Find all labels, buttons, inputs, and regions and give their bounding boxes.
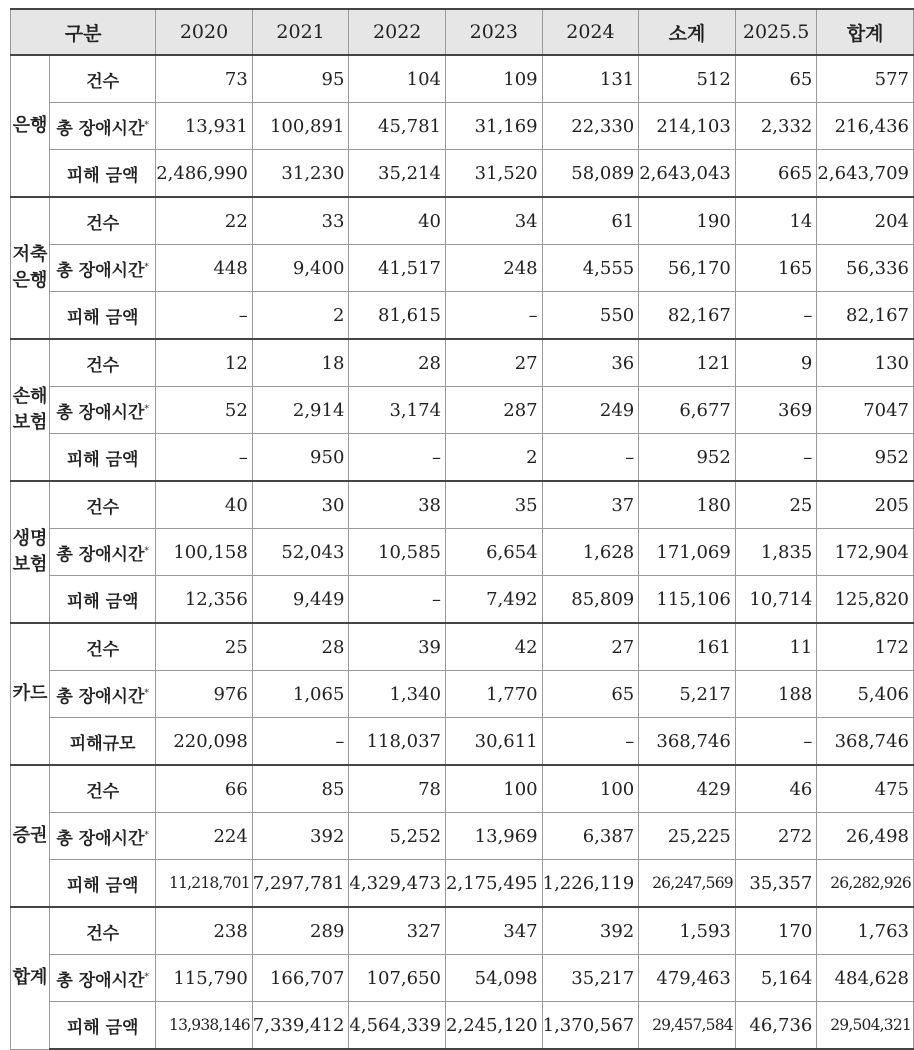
table-cell: 31,169 xyxy=(446,103,543,150)
table-body xyxy=(11,55,914,1049)
table-cell: 4,564,339 xyxy=(349,1002,446,1050)
table-cell: 11,218,701 xyxy=(156,860,253,908)
footnote-mark: * xyxy=(144,119,149,130)
it-outage-table xyxy=(10,8,914,1050)
table-cell: 171,069 xyxy=(639,529,736,576)
table-cell: 165 xyxy=(735,245,817,292)
table-cell: 4,555 xyxy=(542,245,639,292)
table-cell: 5,406 xyxy=(817,671,914,718)
table-cell: 100 xyxy=(446,765,543,813)
table-cell: 216,436 xyxy=(817,103,914,150)
metric-label xyxy=(50,387,156,434)
group-label: 손해 보험 xyxy=(11,339,50,481)
table-cell: 35,357 xyxy=(735,860,817,908)
table-cell: 6,654 xyxy=(446,529,543,576)
table-cell: – xyxy=(156,434,253,482)
table-cell: 29,504,321 xyxy=(817,1002,914,1050)
table-cell: 952 xyxy=(817,434,914,482)
table-cell: 2 xyxy=(252,292,349,340)
table-cell: 1,593 xyxy=(639,907,736,955)
table-cell: 180 xyxy=(639,481,736,529)
table-cell: 1,340 xyxy=(349,671,446,718)
table-row xyxy=(11,765,914,813)
table-cell: – xyxy=(735,718,817,766)
table-cell: 25,225 xyxy=(639,813,736,860)
table-cell: 204 xyxy=(817,197,914,245)
table-cell: 161 xyxy=(639,623,736,671)
table-cell: 41,517 xyxy=(349,245,446,292)
table-cell: 7047 xyxy=(817,387,914,434)
metric-label xyxy=(50,576,156,624)
metric-label xyxy=(50,150,156,198)
table-cell: 172,904 xyxy=(817,529,914,576)
table-cell: 665 xyxy=(735,150,817,198)
table-cell: 118,037 xyxy=(349,718,446,766)
table-cell: 30 xyxy=(252,481,349,529)
table-cell: 6,387 xyxy=(542,813,639,860)
table-cell: 2,245,120 xyxy=(446,1002,543,1050)
metric-label-text: 총 장애시간 xyxy=(56,402,145,423)
table-cell: 26,498 xyxy=(817,813,914,860)
table-row xyxy=(11,576,914,624)
footnote-mark: * xyxy=(144,545,149,556)
table-cell: – xyxy=(156,292,253,340)
footnote-mark: * xyxy=(144,261,149,272)
table-cell: 30,611 xyxy=(446,718,543,766)
table-cell: 1,628 xyxy=(542,529,639,576)
table-cell: 35,214 xyxy=(349,150,446,198)
table-row xyxy=(11,434,914,482)
table-cell: 577 xyxy=(817,55,914,103)
metric-label xyxy=(50,245,156,292)
metric-label-text: 피해 금액 xyxy=(66,875,139,896)
table-row xyxy=(11,481,914,529)
table-cell: 1,370,567 xyxy=(542,1002,639,1050)
table-cell: 2,175,495 xyxy=(446,860,543,908)
table-row xyxy=(11,529,914,576)
table-cell: – xyxy=(542,718,639,766)
metric-label xyxy=(50,292,156,340)
table-cell: 6,677 xyxy=(639,387,736,434)
table-row xyxy=(11,860,914,908)
table-cell: 327 xyxy=(349,907,446,955)
table-cell: 224 xyxy=(156,813,253,860)
metric-label-text: 피해규모 xyxy=(69,733,136,754)
table-cell: 109 xyxy=(446,55,543,103)
table-cell: 188 xyxy=(735,671,817,718)
table-row xyxy=(11,907,914,955)
header-col: 2024 xyxy=(542,9,639,55)
table-cell: 2,332 xyxy=(735,103,817,150)
table-cell: 52,043 xyxy=(252,529,349,576)
metric-label-text: 총 장애시간 xyxy=(56,828,145,849)
metric-label-text: 총 장애시간 xyxy=(56,686,145,707)
table-cell: 429 xyxy=(639,765,736,813)
metric-label-text: 피해 금액 xyxy=(66,449,139,470)
table-cell: 2,643,043 xyxy=(639,150,736,198)
table-cell: 46 xyxy=(735,765,817,813)
table-cell: 73 xyxy=(156,55,253,103)
table-cell: 1,763 xyxy=(817,907,914,955)
table-cell: 38 xyxy=(349,481,446,529)
header-col-subtotal: 소계 xyxy=(639,9,736,55)
table-cell: 166,707 xyxy=(252,955,349,1002)
table-cell: 950 xyxy=(252,434,349,482)
group-label: 합계 xyxy=(11,907,50,1049)
table-cell: – xyxy=(735,292,817,340)
table-cell: 550 xyxy=(542,292,639,340)
table-cell: 13,938,146 xyxy=(156,1002,253,1050)
table-cell: 115,106 xyxy=(639,576,736,624)
table-cell: 31,520 xyxy=(446,150,543,198)
table-cell: 46,736 xyxy=(735,1002,817,1050)
table-cell: 115,790 xyxy=(156,955,253,1002)
table-cell: 121 xyxy=(639,339,736,387)
table-cell: 11 xyxy=(735,623,817,671)
metric-label-text: 건수 xyxy=(86,71,120,92)
footnote-mark: * xyxy=(144,971,149,982)
table-cell: 12 xyxy=(156,339,253,387)
table-cell: 205 xyxy=(817,481,914,529)
metric-label-text: 피해 금액 xyxy=(66,591,139,612)
table-cell: 220,098 xyxy=(156,718,253,766)
table-row xyxy=(11,955,914,1002)
table-cell: 1,226,119 xyxy=(542,860,639,908)
table-cell: 272 xyxy=(735,813,817,860)
table-cell: 125,820 xyxy=(817,576,914,624)
metric-label-text: 건수 xyxy=(86,355,120,376)
table-cell: 22 xyxy=(156,197,253,245)
table-row xyxy=(11,671,914,718)
table-cell: 66 xyxy=(156,765,253,813)
table-cell: 100,158 xyxy=(156,529,253,576)
table-cell: 95 xyxy=(252,55,349,103)
table-row xyxy=(11,197,914,245)
table-cell: 1,770 xyxy=(446,671,543,718)
header-row xyxy=(11,9,914,55)
table-cell: 40 xyxy=(156,481,253,529)
table-cell: 13,969 xyxy=(446,813,543,860)
table-cell: 172 xyxy=(817,623,914,671)
metric-label-text: 건수 xyxy=(86,639,120,660)
table-cell: – xyxy=(542,434,639,482)
table-cell: 13,931 xyxy=(156,103,253,150)
table-row xyxy=(11,718,914,766)
table-cell: 392 xyxy=(542,907,639,955)
table-cell: 287 xyxy=(446,387,543,434)
metric-label-text: 총 장애시간 xyxy=(56,970,145,991)
table-cell: 475 xyxy=(817,765,914,813)
metric-label-text: 건수 xyxy=(86,781,120,802)
metric-label xyxy=(50,1002,156,1050)
table-cell: 35,217 xyxy=(542,955,639,1002)
table-cell: 40 xyxy=(349,197,446,245)
header-col: 2022 xyxy=(349,9,446,55)
table-cell: 368,746 xyxy=(639,718,736,766)
table-cell: 2,643,709 xyxy=(817,150,914,198)
table-cell: 289 xyxy=(252,907,349,955)
metric-label xyxy=(50,481,156,529)
table-row xyxy=(11,150,914,198)
table-cell: 976 xyxy=(156,671,253,718)
metric-label-text: 총 장애시간 xyxy=(56,544,145,565)
table-cell: 26,247,569 xyxy=(639,860,736,908)
table-cell: 81,615 xyxy=(349,292,446,340)
table-cell: 2,486,990 xyxy=(156,150,253,198)
table-cell: 347 xyxy=(446,907,543,955)
metric-label-text: 피해 금액 xyxy=(66,1017,139,1038)
table-cell: 5,164 xyxy=(735,955,817,1002)
table-cell: 249 xyxy=(542,387,639,434)
table-cell: 22,330 xyxy=(542,103,639,150)
table-cell: 2 xyxy=(446,434,543,482)
table-cell: 27 xyxy=(446,339,543,387)
metric-label-text: 건수 xyxy=(86,923,120,944)
table-cell: 78 xyxy=(349,765,446,813)
metric-label xyxy=(50,339,156,387)
metric-label xyxy=(50,765,156,813)
metric-label xyxy=(50,529,156,576)
table-cell: 45,781 xyxy=(349,103,446,150)
table-cell: 131 xyxy=(542,55,639,103)
header-col-total: 합계 xyxy=(817,9,914,55)
metric-label-text: 피해 금액 xyxy=(66,307,139,328)
table-cell: 12,356 xyxy=(156,576,253,624)
table-cell: 7,339,412 xyxy=(252,1002,349,1050)
table-cell: 238 xyxy=(156,907,253,955)
table-cell: 104 xyxy=(349,55,446,103)
table-row xyxy=(11,245,914,292)
table-cell: 58,089 xyxy=(542,150,639,198)
table-cell: 82,167 xyxy=(817,292,914,340)
group-label: 생명 보험 xyxy=(11,481,50,623)
metric-label xyxy=(50,55,156,103)
table-cell: 65 xyxy=(542,671,639,718)
table-cell: – xyxy=(252,718,349,766)
table-cell: 35 xyxy=(446,481,543,529)
table-cell: 26,282,926 xyxy=(817,860,914,908)
table-cell: 27 xyxy=(542,623,639,671)
table-cell: 5,252 xyxy=(349,813,446,860)
table-cell: 25 xyxy=(735,481,817,529)
table-cell: 56,170 xyxy=(639,245,736,292)
table-cell: 2,914 xyxy=(252,387,349,434)
metric-label xyxy=(50,623,156,671)
table-row xyxy=(11,387,914,434)
table-cell: 33 xyxy=(252,197,349,245)
table-cell: 190 xyxy=(639,197,736,245)
table-cell: 52 xyxy=(156,387,253,434)
table-cell: 7,297,781 xyxy=(252,860,349,908)
table-cell: 39 xyxy=(349,623,446,671)
header-col: 2021 xyxy=(252,9,349,55)
table-cell: 9 xyxy=(735,339,817,387)
group-label: 은행 xyxy=(11,55,50,197)
metric-label xyxy=(50,955,156,1002)
group-label: 카드 xyxy=(11,623,50,765)
metric-label xyxy=(50,434,156,482)
table-cell: 512 xyxy=(639,55,736,103)
table-cell: 29,457,584 xyxy=(639,1002,736,1050)
table-cell: 248 xyxy=(446,245,543,292)
table-cell: – xyxy=(446,292,543,340)
table-cell: 100 xyxy=(542,765,639,813)
metric-label xyxy=(50,813,156,860)
table-cell: 34 xyxy=(446,197,543,245)
metric-label xyxy=(50,907,156,955)
table-cell: – xyxy=(349,576,446,624)
table-cell: 42 xyxy=(446,623,543,671)
table-cell: 4,329,473 xyxy=(349,860,446,908)
table-cell: 56,336 xyxy=(817,245,914,292)
table-cell: 18 xyxy=(252,339,349,387)
table-cell: – xyxy=(349,434,446,482)
table-cell: 54,098 xyxy=(446,955,543,1002)
table-cell: 214,103 xyxy=(639,103,736,150)
metric-label-text: 건수 xyxy=(86,213,120,234)
metric-label-text: 총 장애시간 xyxy=(56,260,145,281)
table-cell: 31,230 xyxy=(252,150,349,198)
metric-label xyxy=(50,197,156,245)
header-col: 2025.5 xyxy=(735,9,817,55)
table-cell: 14 xyxy=(735,197,817,245)
table-row xyxy=(11,623,914,671)
header-col: 2023 xyxy=(446,9,543,55)
table-cell: 1,835 xyxy=(735,529,817,576)
table-cell: 36 xyxy=(542,339,639,387)
table-row xyxy=(11,1002,914,1050)
footnote-mark: * xyxy=(144,403,149,414)
table-cell: 3,174 xyxy=(349,387,446,434)
table-cell: 82,167 xyxy=(639,292,736,340)
table-cell: 392 xyxy=(252,813,349,860)
table-cell: 484,628 xyxy=(817,955,914,1002)
table-cell: 7,492 xyxy=(446,576,543,624)
metric-label xyxy=(50,103,156,150)
table-cell: 10,714 xyxy=(735,576,817,624)
table-cell: 5,217 xyxy=(639,671,736,718)
table-cell: 28 xyxy=(252,623,349,671)
table-cell: 85,809 xyxy=(542,576,639,624)
table-cell: 85 xyxy=(252,765,349,813)
footnote-mark: * xyxy=(144,687,149,698)
metric-label xyxy=(50,860,156,908)
table-cell: 9,400 xyxy=(252,245,349,292)
table-row xyxy=(11,339,914,387)
metric-label-text: 피해 금액 xyxy=(66,165,139,186)
table-cell: 952 xyxy=(639,434,736,482)
table-cell: 368,746 xyxy=(817,718,914,766)
group-label: 증권 xyxy=(11,765,50,907)
metric-label-text: 건수 xyxy=(86,497,120,518)
table-cell: 37 xyxy=(542,481,639,529)
table-cell: 65 xyxy=(735,55,817,103)
group-label: 저축 은행 xyxy=(11,197,50,339)
table-row xyxy=(11,55,914,103)
table-row xyxy=(11,813,914,860)
metric-label-text: 총 장애시간 xyxy=(56,118,145,139)
metric-label xyxy=(50,671,156,718)
table-cell: 9,449 xyxy=(252,576,349,624)
table-cell: 1,065 xyxy=(252,671,349,718)
table-cell: 28 xyxy=(349,339,446,387)
header-col: 2020 xyxy=(156,9,253,55)
header-category: 구분 xyxy=(11,9,156,55)
table-row xyxy=(11,292,914,340)
metric-label xyxy=(50,718,156,766)
table-cell: 448 xyxy=(156,245,253,292)
table-cell: 100,891 xyxy=(252,103,349,150)
table-cell: 170 xyxy=(735,907,817,955)
table-cell: 61 xyxy=(542,197,639,245)
table-cell: 130 xyxy=(817,339,914,387)
table-cell: – xyxy=(735,434,817,482)
table-cell: 25 xyxy=(156,623,253,671)
table-cell: 479,463 xyxy=(639,955,736,1002)
table-cell: 107,650 xyxy=(349,955,446,1002)
table-cell: 369 xyxy=(735,387,817,434)
data-table-container xyxy=(10,8,914,1050)
table-cell: 10,585 xyxy=(349,529,446,576)
footnote-mark: * xyxy=(144,829,149,840)
table-row xyxy=(11,103,914,150)
